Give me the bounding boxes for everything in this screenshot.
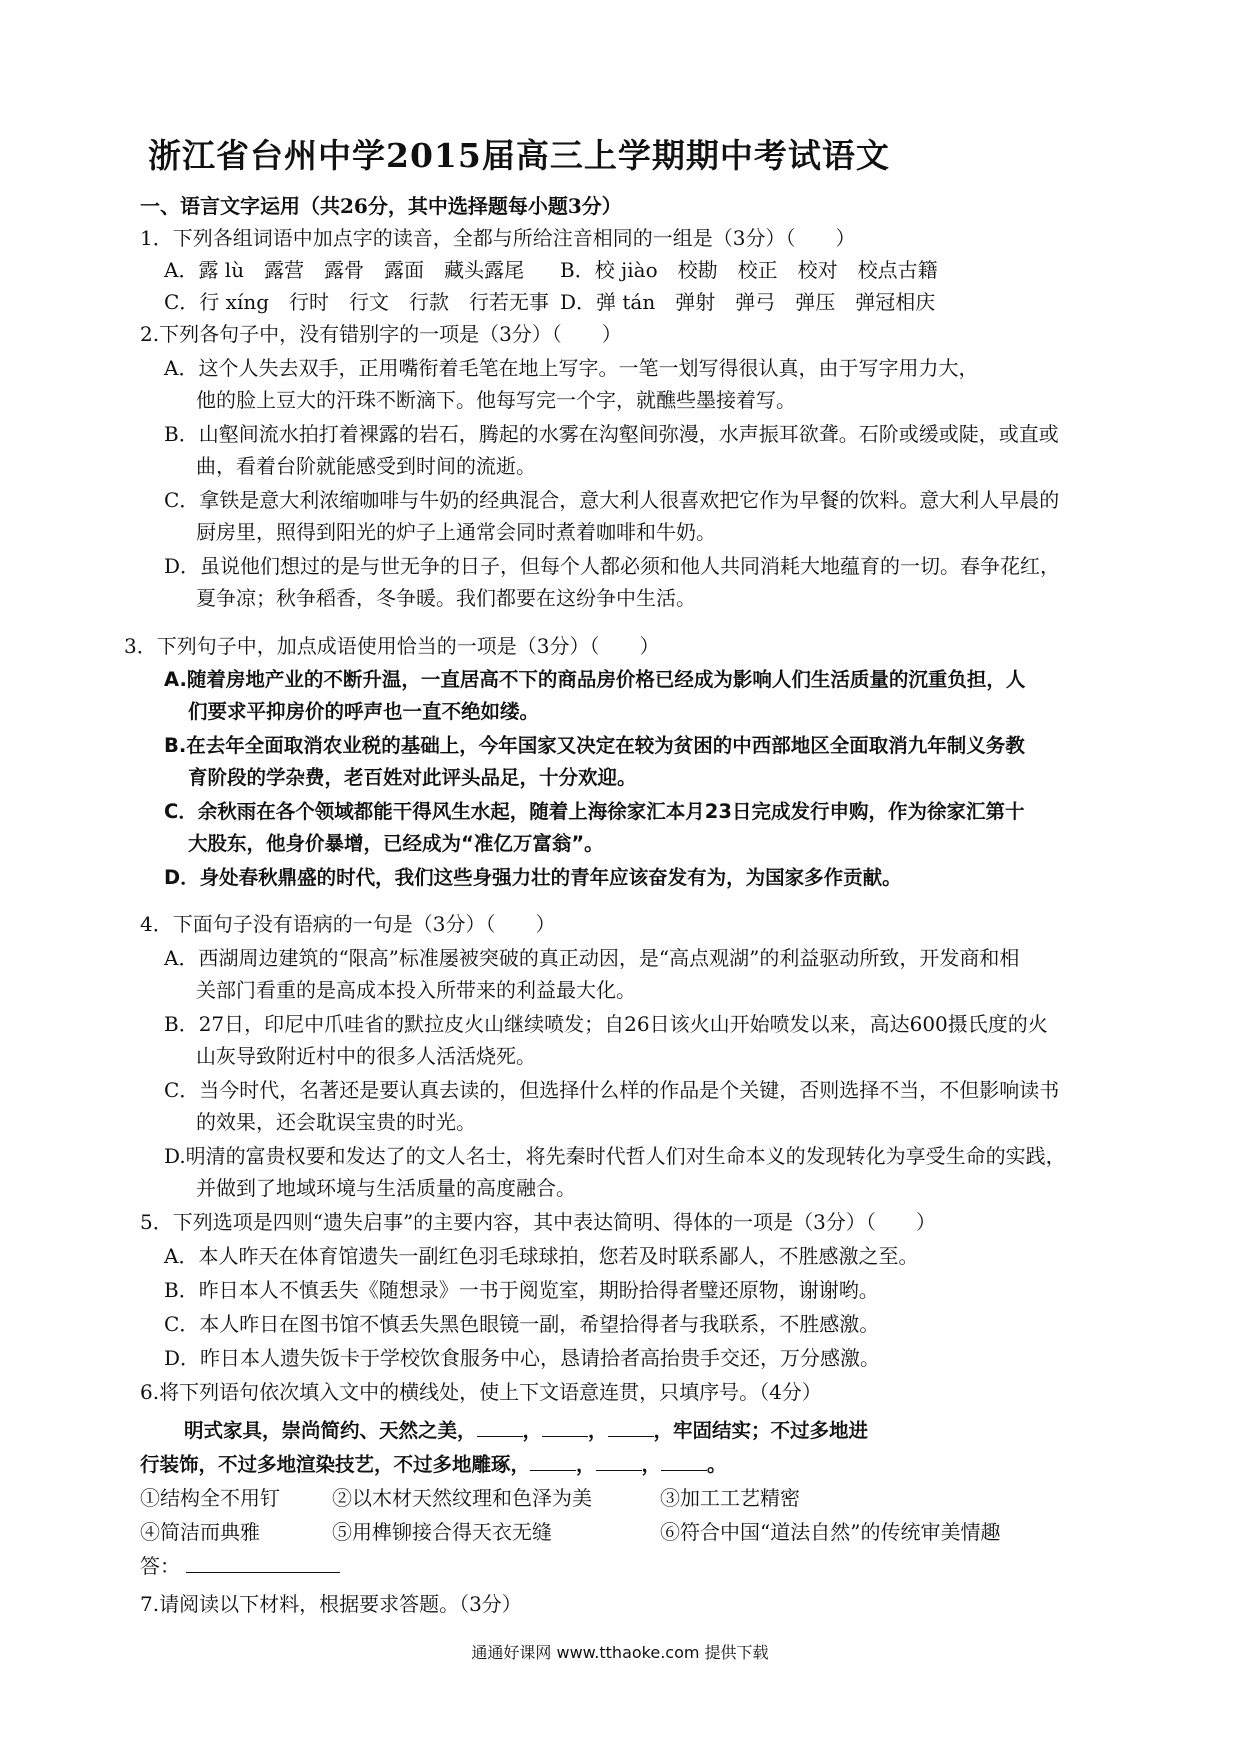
choice-2: ②以木材天然纹理和色泽为美 xyxy=(332,1486,592,1510)
question-5-option-d: D．昨日本人遗失饭卡于学校饮食服务中心，恳请拾者高抬贵手交还，万分感激。 xyxy=(164,1346,881,1370)
passage-text: 行装饰，不过多地渲染技艺，不过多地雕琢， xyxy=(140,1453,531,1476)
question-6-passage-line-2: 行装饰，不过多地渲染技艺，不过多地雕琢， ， ， 。 xyxy=(140,1453,727,1476)
question-4-option-b: B．27日，印尼中爪哇省的默拉皮火山继续喷发；自26日该火山开始喷发以来，高达600摄氏度的火 xyxy=(164,1012,1048,1036)
passage-text: 明式家具，崇尚简约、天然之美， xyxy=(184,1419,477,1442)
question-4-stem: 4．下面句子没有语病的一句是（3分）（ ） xyxy=(140,912,556,936)
question-3-option-b: B.在去年全面取消农业税的基础上，今年国家又决定在较为贫困的中西部地区全面取消九年制义务教 xyxy=(164,734,1025,757)
question-4-option-c-cont: 的效果，还会耽误宝贵的时光。 xyxy=(196,1110,476,1134)
question-4-option-d-cont: 并做到了地域环境与生活质量的高度融合。 xyxy=(196,1176,576,1200)
answer-label: 答： xyxy=(140,1554,180,1578)
question-6-passage-line-1: 明式家具，崇尚简约、天然之美， ， ， ，牢固结实；不过多地进 xyxy=(184,1419,869,1442)
answer-blank[interactable] xyxy=(477,1418,523,1437)
question-3-option-b-cont: 育阶段的学杂费，老百姓对此评头品足，十分欢迎。 xyxy=(188,766,637,789)
question-3-stem: 3．下列句子中，加点成语使用恰当的一项是（3分）（ ） xyxy=(124,634,660,658)
question-3-option-c-cont: 大股东，他身价暴增，已经成为“准亿万富翁”。 xyxy=(188,832,604,855)
answer-blank[interactable] xyxy=(661,1452,707,1471)
choice-5: ⑤用榫铆接合得天衣无缝 xyxy=(332,1520,552,1544)
question-5-stem: 5．下列选项是四则“遗失启事”的主要内容，其中表达简明、得体的一项是（3分）（ ） xyxy=(140,1210,936,1234)
question-6-stem: 6.将下列语句依次填入文中的横线处，使上下文语意连贯，只填序号。（4分） xyxy=(140,1380,822,1404)
passage-text: ，牢固结实；不过多地进 xyxy=(653,1419,869,1442)
question-2-option-c-cont: 厨房里，照得到阳光的炉子上通常会同时煮着咖啡和牛奶。 xyxy=(196,520,716,544)
question-4-option-d: D.明清的富贵权要和发达了的文人名士，将先秦时代哲人们对生命本义的发现转化为享受生命的实践， xyxy=(164,1144,1066,1168)
page-title: 浙江省台州中学2015届高三上学期期中考试语文 xyxy=(148,136,890,175)
question-6-answer xyxy=(140,1554,340,1578)
choice-1: ①结构全不用钉 xyxy=(140,1486,280,1510)
question-3-option-c: C．余秋雨在各个领域都能干得风生水起，随着上海徐家汇本月23日完成发行申购，作为徐家汇第十 xyxy=(164,800,1025,823)
answer-line[interactable] xyxy=(186,1554,340,1573)
question-1-option-d: D．弹 tán 弹射 弹弓 弹压 弹冠相庆 xyxy=(560,290,936,314)
question-1-option-a: A．露 lù 露营 露骨 露面 藏头露尾 xyxy=(164,258,525,282)
question-1-option-c: C．行 xíng 行时 行文 行款 行若无事 xyxy=(164,290,550,314)
question-7-stem: 7.请阅读以下材料，根据要求答题。（3分） xyxy=(140,1592,522,1616)
question-4-option-b-cont: 山灰导致附近村中的很多人活活烧死。 xyxy=(196,1044,536,1068)
question-5-option-b: B．昨日本人不慎丢失《随想录》一书于阅览室，期盼拾得者璧还原物，谢谢哟。 xyxy=(164,1278,879,1302)
choice-4: ④简洁而典雅 xyxy=(140,1520,260,1544)
choice-3: ③加工工艺精密 xyxy=(660,1486,800,1510)
question-5-option-c: C．本人昨日在图书馆不慎丢失黑色眼镜一副，希望拾得者与我联系，不胜感激。 xyxy=(164,1312,880,1336)
question-5-option-a: A．本人昨天在体育馆遗失一副红色羽毛球球拍，您若及时联系鄙人，不胜感激之至。 xyxy=(164,1244,919,1268)
answer-blank[interactable] xyxy=(608,1418,654,1437)
choice-6: ⑥符合中国“道法自然”的传统审美情趣 xyxy=(660,1520,1001,1544)
answer-blank[interactable] xyxy=(530,1452,576,1471)
answer-blank[interactable] xyxy=(542,1418,588,1437)
question-2-option-d-cont: 夏争凉；秋争稻香，冬争暖。我们都要在这纷争中生活。 xyxy=(196,586,696,610)
question-2-option-b-cont: 曲，看着台阶就能感受到时间的流逝。 xyxy=(196,454,536,478)
question-4-option-c: C．当今时代，名著还是要认真去读的，但选择什么样的作品是个关键，否则选择不当，不但影响读书 xyxy=(164,1078,1060,1102)
answer-blank[interactable] xyxy=(596,1452,642,1471)
question-2-option-a: A．这个人失去双手，正用嘴衔着毛笔在地上写字。一笔一划写得很认真，由于写字用力大， xyxy=(164,356,979,380)
question-1-stem: 1．下列各组词语中加点字的读音，全都与所给注音相同的一组是（3分）（ ） xyxy=(140,226,856,250)
page-footer: 通通好课网 www.tthaoke.com 提供下载 xyxy=(471,1643,769,1662)
question-3-option-a: A.随着房地产业的不断升温，一直居高不下的商品房价格已经成为影响人们生活质量的沉重负担，人 xyxy=(164,668,1026,691)
question-1-option-b: B．校 jiào 校勘 校正 校对 校点古籍 xyxy=(560,258,938,282)
question-2-option-d: D．虽说他们想过的是与世无争的日子，但每个人都必须和他人共同消耗大地蕴育的一切。春争花红， xyxy=(164,554,1061,578)
question-4-option-a-cont: 关部门看重的是高成本投入所带来的利益最大化。 xyxy=(196,978,636,1002)
question-4-option-a: A．西湖周边建筑的“限高”标准屡被突破的真正动因，是“高点观湖”的利益驱动所致，开发商和相 xyxy=(164,946,1020,970)
question-2-option-c: C．拿铁是意大利浓缩咖啡与牛奶的经典混合，意大利人很喜欢把它作为早餐的饮料。意大利人早晨的 xyxy=(164,488,1060,512)
question-2-option-a-cont: 他的脸上豆大的汗珠不断滴下。他每写完一个字，就醮些墨接着写。 xyxy=(196,388,796,412)
question-2-stem: 2.下列各句子中，没有错别字的一项是（3分）（ ） xyxy=(140,322,622,346)
question-3-option-a-cont: 们要求平抑房价的呼声也一直不绝如缕。 xyxy=(188,700,540,723)
section-heading: 一、语言文字运用（共26分，其中选择题每小题3分） xyxy=(140,194,622,218)
question-3-option-d: D．身处春秋鼎盛的时代，我们这些身强力壮的青年应该奋发有为，为国家多作贡献。 xyxy=(164,866,902,889)
question-2-option-b: B．山壑间流水拍打着裸露的岩石，腾起的水雾在沟壑间弥漫，水声振耳欲聋。石阶或缓或陡，或直或 xyxy=(164,422,1059,446)
